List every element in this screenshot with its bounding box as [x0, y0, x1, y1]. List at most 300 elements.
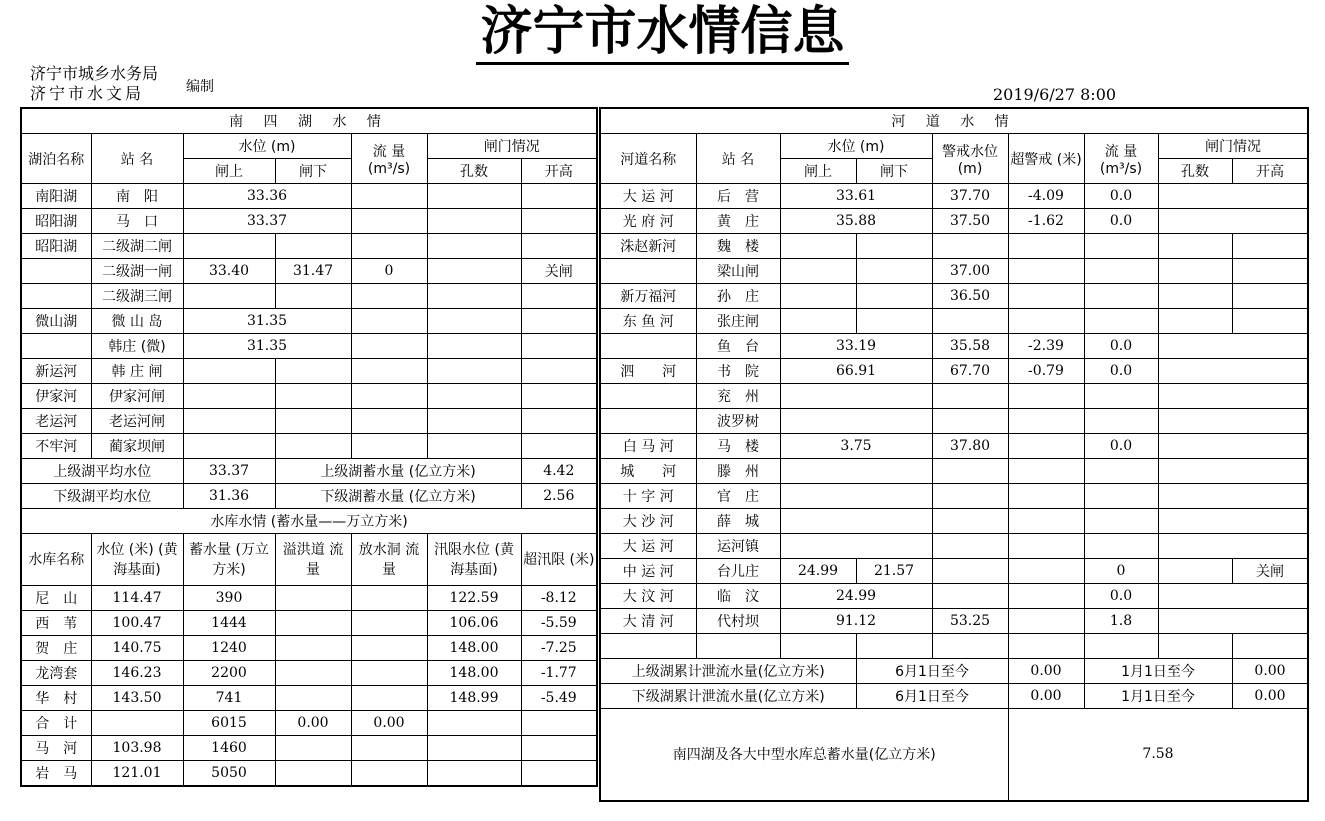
gate-holes — [427, 284, 521, 309]
gate-open — [521, 384, 597, 409]
upper-store-label: 上级湖蓄水量 (亿立方米) — [275, 459, 521, 484]
reservoir-storage: 6015 — [183, 711, 275, 736]
water-level: 33.36 — [183, 184, 351, 209]
reservoir-over — [521, 761, 597, 787]
gate-holes — [1158, 309, 1232, 334]
water-level: 33.61 — [780, 184, 932, 209]
river-row — [600, 359, 1308, 384]
reservoir-outlet — [351, 736, 427, 761]
gate-holes — [1158, 634, 1232, 659]
station-name: 薛 城 — [696, 509, 780, 534]
reservoir-header-row — [21, 534, 597, 586]
cum-lower-period2: 1月1日至今 — [1084, 684, 1232, 709]
warning-level: 36.50 — [932, 284, 1008, 309]
lake-row — [21, 384, 597, 409]
cum-lower-label: 下级湖累计泄流水量(亿立方米) — [600, 684, 856, 709]
gate-holes — [427, 259, 521, 284]
water-level — [780, 409, 932, 434]
warning-level — [932, 534, 1008, 559]
gate-holes — [427, 309, 521, 334]
reservoir-outlet — [351, 661, 427, 686]
gate-open — [521, 434, 597, 459]
warning-level: 37.00 — [932, 259, 1008, 284]
level-lower — [856, 234, 932, 259]
river-row — [600, 384, 1308, 409]
gate-open — [521, 284, 597, 309]
reservoir-section-title: 水库水情 (蓄水量——万立方米) — [21, 509, 597, 534]
cum-upper-period1: 6月1日至今 — [856, 659, 1008, 684]
cum-upper-row — [600, 659, 1308, 684]
river-row — [600, 259, 1308, 284]
lake-name: 南阳湖 — [21, 184, 91, 209]
gate-open — [521, 309, 597, 334]
gate-status — [1158, 509, 1308, 534]
warning-level: 53.25 — [932, 609, 1008, 634]
cum-upper-period2: 1月1日至今 — [1084, 659, 1232, 684]
compiled-label: 编制 — [186, 79, 214, 95]
flow — [1084, 409, 1158, 434]
reservoir-spill — [275, 611, 351, 636]
water-level — [780, 484, 932, 509]
water-level: 91.12 — [780, 609, 932, 634]
river-name: 白 马 河 — [600, 434, 696, 459]
lake-name: 伊家河 — [21, 384, 91, 409]
upper-avg-value: 33.37 — [183, 459, 275, 484]
reservoir-outlet: 0.00 — [351, 711, 427, 736]
warning-level — [932, 509, 1008, 534]
station-name: 运河镇 — [696, 534, 780, 559]
over-warning — [1008, 234, 1084, 259]
level-lower — [275, 359, 351, 384]
lake-section-row — [21, 108, 597, 134]
station-name: 蔺家坝闸 — [91, 434, 183, 459]
col-res-over: 超汛限 (米) — [521, 534, 597, 586]
level-lower — [275, 234, 351, 259]
lake-name: 新运河 — [21, 359, 91, 384]
over-warning — [1008, 609, 1084, 634]
river-row — [600, 634, 1308, 659]
warning-level — [932, 484, 1008, 509]
lake-reservoir-table — [20, 107, 598, 787]
level-upper — [183, 284, 275, 309]
river-name — [600, 634, 696, 659]
reservoir-spill — [275, 636, 351, 661]
flow: 0.0 — [1084, 184, 1158, 209]
gate-open — [1232, 634, 1308, 659]
col-warn: 警戒水位 (m) — [932, 134, 1008, 184]
station-name: 兖 州 — [696, 384, 780, 409]
gate-open — [1232, 259, 1308, 284]
level-lower: 21.57 — [856, 559, 932, 584]
station-name: 马 口 — [91, 209, 183, 234]
reservoir-outlet — [351, 586, 427, 611]
reservoir-name: 马 河 — [21, 736, 91, 761]
lake-name — [21, 259, 91, 284]
river-name — [600, 409, 696, 434]
flow — [351, 309, 427, 334]
reservoir-level: 140.75 — [91, 636, 183, 661]
water-level — [780, 509, 932, 534]
reservoir-flood: 148.99 — [427, 686, 521, 711]
river-section-row — [600, 108, 1308, 134]
river-name: 大 沙 河 — [600, 509, 696, 534]
reservoir-over: -1.77 — [521, 661, 597, 686]
river-row — [600, 209, 1308, 234]
river-name: 大 运 河 — [600, 184, 696, 209]
river-name: 东 鱼 河 — [600, 309, 696, 334]
water-level: 3.75 — [780, 434, 932, 459]
cum-lower-row — [600, 684, 1308, 709]
flow — [1084, 259, 1158, 284]
warning-level: 37.70 — [932, 184, 1008, 209]
gate-status — [1158, 484, 1308, 509]
reservoir-storage: 1240 — [183, 636, 275, 661]
lake-row — [21, 309, 597, 334]
lake-row — [21, 234, 597, 259]
gate-status — [1158, 384, 1308, 409]
level-lower — [856, 259, 932, 284]
level-lower — [275, 384, 351, 409]
river-name: 洙赵新河 — [600, 234, 696, 259]
over-warning — [1008, 459, 1084, 484]
water-level: 33.19 — [780, 334, 932, 359]
flow — [1084, 484, 1158, 509]
station-name: 孙 庄 — [696, 284, 780, 309]
reservoir-spill — [275, 586, 351, 611]
river-name: 十 字 河 — [600, 484, 696, 509]
reservoir-row — [21, 611, 597, 636]
cum-lower-period1: 6月1日至今 — [856, 684, 1008, 709]
river-section-title: 河 道 水 情 — [600, 108, 1308, 134]
col-gate: 闸门情况 — [427, 134, 597, 159]
river-row — [600, 484, 1308, 509]
gate-open — [521, 184, 597, 209]
gate-status — [1158, 534, 1308, 559]
flow: 0.0 — [1084, 334, 1158, 359]
reservoir-over: -5.59 — [521, 611, 597, 636]
warning-level — [932, 634, 1008, 659]
river-name: 大 运 河 — [600, 534, 696, 559]
level-upper: 24.99 — [780, 559, 856, 584]
lake-row — [21, 334, 597, 359]
river-row — [600, 534, 1308, 559]
lake-header-row — [21, 134, 597, 159]
lake-row — [21, 434, 597, 459]
station-name: 滕 州 — [696, 459, 780, 484]
flow — [351, 384, 427, 409]
gate-status — [1158, 584, 1308, 609]
over-warning — [1008, 634, 1084, 659]
river-row — [600, 234, 1308, 259]
reservoir-name: 合 计 — [21, 711, 91, 736]
lake-row — [21, 259, 597, 284]
col-river: 河道名称 — [600, 134, 696, 184]
lake-name: 老运河 — [21, 409, 91, 434]
reservoir-spill — [275, 686, 351, 711]
org-hydrology: 济宁市水文局 — [30, 84, 145, 103]
over-warning — [1008, 559, 1084, 584]
lake-name: 微山湖 — [21, 309, 91, 334]
gate-open — [521, 209, 597, 234]
reservoir-storage: 2200 — [183, 661, 275, 686]
water-level: 33.37 — [183, 209, 351, 234]
river-row — [600, 184, 1308, 209]
level-lower — [856, 309, 932, 334]
station-name: 马 楼 — [696, 434, 780, 459]
level-upper — [780, 234, 856, 259]
lake-section-title: 南 四 湖 水 情 — [21, 108, 597, 134]
reservoir-name: 岩 马 — [21, 761, 91, 787]
reservoir-row — [21, 736, 597, 761]
lake-name: 昭阳湖 — [21, 234, 91, 259]
flow — [351, 209, 427, 234]
reservoir-level: 146.23 — [91, 661, 183, 686]
gate-holes — [1158, 559, 1232, 584]
station-name: 韩 庄 闸 — [91, 359, 183, 384]
reservoir-level: 103.98 — [91, 736, 183, 761]
flow — [1084, 509, 1158, 534]
reservoir-section-row — [21, 509, 597, 534]
reservoir-level: 143.50 — [91, 686, 183, 711]
level-lower — [856, 284, 932, 309]
flow: 0 — [1084, 559, 1158, 584]
lake-name — [21, 284, 91, 309]
upper-lake-summary — [21, 459, 597, 484]
river-table — [599, 107, 1309, 802]
col-res-level: 水位 (米) (黄海基面) — [91, 534, 183, 586]
reservoir-row — [21, 586, 597, 611]
cum-upper-label: 上级湖累计泄流水量(亿立方米) — [600, 659, 856, 684]
level-lower — [275, 284, 351, 309]
river-row — [600, 284, 1308, 309]
over-warning — [1008, 534, 1084, 559]
water-level: 31.35 — [183, 334, 351, 359]
flow — [1084, 634, 1158, 659]
reservoir-row — [21, 636, 597, 661]
river-name: 中 运 河 — [600, 559, 696, 584]
over-warning: -1.62 — [1008, 209, 1084, 234]
level-upper — [183, 434, 275, 459]
page-title: 济宁市水情信息 — [0, 0, 1325, 64]
warning-level — [932, 234, 1008, 259]
station-name: 南 阳 — [91, 184, 183, 209]
gate-holes — [1158, 284, 1232, 309]
reservoir-spill — [275, 661, 351, 686]
report-date: 2019/6/27 8:00 — [993, 85, 1117, 104]
level-lower: 31.47 — [275, 259, 351, 284]
station-name: 台儿庄 — [696, 559, 780, 584]
warning-level — [932, 459, 1008, 484]
reservoir-name: 尼 山 — [21, 586, 91, 611]
org-water-affairs: 济宁市城乡水务局 — [30, 64, 159, 83]
flow — [1084, 234, 1158, 259]
water-level: 66.91 — [780, 359, 932, 384]
col-holes: 孔数 — [1158, 159, 1232, 184]
gate-status — [1158, 409, 1308, 434]
col-gate: 闸门情况 — [1158, 134, 1308, 159]
reservoir-storage: 1444 — [183, 611, 275, 636]
warning-level — [932, 584, 1008, 609]
reservoir-flood: 148.00 — [427, 636, 521, 661]
reservoir-name: 贺 庄 — [21, 636, 91, 661]
col-upper: 闸上 — [183, 159, 275, 184]
water-level — [780, 534, 932, 559]
river-name: 泗 河 — [600, 359, 696, 384]
lower-lake-summary — [21, 484, 597, 509]
gate-status — [1158, 209, 1308, 234]
over-warning: -0.79 — [1008, 359, 1084, 384]
river-name: 新万福河 — [600, 284, 696, 309]
lake-name: 不牢河 — [21, 434, 91, 459]
warning-level: 35.58 — [932, 334, 1008, 359]
station-name: 临 汶 — [696, 584, 780, 609]
flow — [1084, 459, 1158, 484]
reservoir-level: 121.01 — [91, 761, 183, 787]
upper-store-value: 4.42 — [521, 459, 597, 484]
water-level: 35.88 — [780, 209, 932, 234]
col-level: 水位 (m) — [183, 134, 351, 159]
reservoir-spill — [275, 761, 351, 787]
col-holes: 孔数 — [427, 159, 521, 184]
col-res-storage: 蓄水量 (万立方米) — [183, 534, 275, 586]
reservoir-name: 西 苇 — [21, 611, 91, 636]
station-name: 韩庄 (微) — [91, 334, 183, 359]
reservoir-flood — [427, 761, 521, 787]
warning-level: 37.50 — [932, 209, 1008, 234]
station-name: 微 山 岛 — [91, 309, 183, 334]
gate-holes — [427, 434, 521, 459]
gate-holes — [427, 409, 521, 434]
gate-holes — [427, 334, 521, 359]
over-warning: -2.39 — [1008, 334, 1084, 359]
station-name: 二级湖三闸 — [91, 284, 183, 309]
over-warning — [1008, 434, 1084, 459]
river-row — [600, 584, 1308, 609]
lower-store-value: 2.56 — [521, 484, 597, 509]
flow: 1.8 — [1084, 609, 1158, 634]
level-upper: 33.40 — [183, 259, 275, 284]
station-name: 代村坝 — [696, 609, 780, 634]
station-name: 魏 楼 — [696, 234, 780, 259]
reservoir-spill: 0.00 — [275, 711, 351, 736]
level-upper — [780, 259, 856, 284]
gate-open: 关闸 — [1232, 559, 1308, 584]
lower-avg-value: 31.36 — [183, 484, 275, 509]
gate-status — [1158, 184, 1308, 209]
gate-holes — [1158, 234, 1232, 259]
level-upper — [183, 409, 275, 434]
station-name — [696, 634, 780, 659]
lake-row — [21, 359, 597, 384]
river-row — [600, 434, 1308, 459]
flow — [1084, 534, 1158, 559]
level-upper — [183, 384, 275, 409]
col-upper: 闸上 — [780, 159, 856, 184]
level-upper — [780, 634, 856, 659]
river-row — [600, 334, 1308, 359]
gate-open: 关闸 — [521, 259, 597, 284]
cum-upper-value2: 0.00 — [1232, 659, 1308, 684]
river-name — [600, 259, 696, 284]
station-name: 梁山闸 — [696, 259, 780, 284]
flow — [351, 234, 427, 259]
gate-status — [1158, 434, 1308, 459]
flow — [1084, 384, 1158, 409]
flow — [351, 284, 427, 309]
flow — [351, 184, 427, 209]
level-lower — [856, 634, 932, 659]
river-name — [600, 334, 696, 359]
level-upper — [183, 234, 275, 259]
col-lower: 闸下 — [275, 159, 351, 184]
over-warning — [1008, 584, 1084, 609]
water-level — [780, 459, 932, 484]
reservoir-outlet — [351, 611, 427, 636]
col-station: 站 名 — [696, 134, 780, 184]
gate-holes — [427, 184, 521, 209]
river-row — [600, 609, 1308, 634]
col-res-spill: 溢洪道 流 量 — [275, 534, 351, 586]
upper-avg-label: 上级湖平均水位 — [21, 459, 183, 484]
river-row — [600, 459, 1308, 484]
col-res-flood: 汛限水位 (黄海基面) — [427, 534, 521, 586]
reservoir-row — [21, 686, 597, 711]
gate-holes — [1158, 259, 1232, 284]
station-name: 伊家河闸 — [91, 384, 183, 409]
warning-level: 67.70 — [932, 359, 1008, 384]
gate-holes — [427, 359, 521, 384]
station-name: 书 院 — [696, 359, 780, 384]
reservoir-row — [21, 761, 597, 787]
lake-name — [21, 334, 91, 359]
flow: 0 — [351, 259, 427, 284]
level-upper — [780, 309, 856, 334]
reservoir-row — [21, 711, 597, 736]
flow — [351, 434, 427, 459]
cum-upper-value1: 0.00 — [1008, 659, 1084, 684]
reservoir-storage: 1460 — [183, 736, 275, 761]
flow — [1084, 309, 1158, 334]
flow — [1084, 284, 1158, 309]
over-warning — [1008, 259, 1084, 284]
reservoir-outlet — [351, 636, 427, 661]
lake-row — [21, 209, 597, 234]
warning-level — [932, 309, 1008, 334]
water-level: 24.99 — [780, 584, 932, 609]
col-flow: 流 量 (m³/s) — [351, 134, 427, 184]
gate-status — [1158, 359, 1308, 384]
reservoir-storage: 5050 — [183, 761, 275, 787]
warning-level — [932, 409, 1008, 434]
reservoir-over — [521, 736, 597, 761]
gate-open — [1232, 309, 1308, 334]
over-warning — [1008, 484, 1084, 509]
cum-lower-value1: 0.00 — [1008, 684, 1084, 709]
reservoir-over: -5.49 — [521, 686, 597, 711]
flow: 0.0 — [1084, 584, 1158, 609]
col-lower: 闸下 — [856, 159, 932, 184]
lake-row — [21, 184, 597, 209]
over-warning — [1008, 309, 1084, 334]
water-level — [780, 384, 932, 409]
flow — [351, 409, 427, 434]
lake-row — [21, 409, 597, 434]
gate-open — [521, 409, 597, 434]
lower-avg-label: 下级湖平均水位 — [21, 484, 183, 509]
gate-open — [1232, 234, 1308, 259]
over-warning — [1008, 509, 1084, 534]
lower-store-label: 下级湖蓄水量 (亿立方米) — [275, 484, 521, 509]
